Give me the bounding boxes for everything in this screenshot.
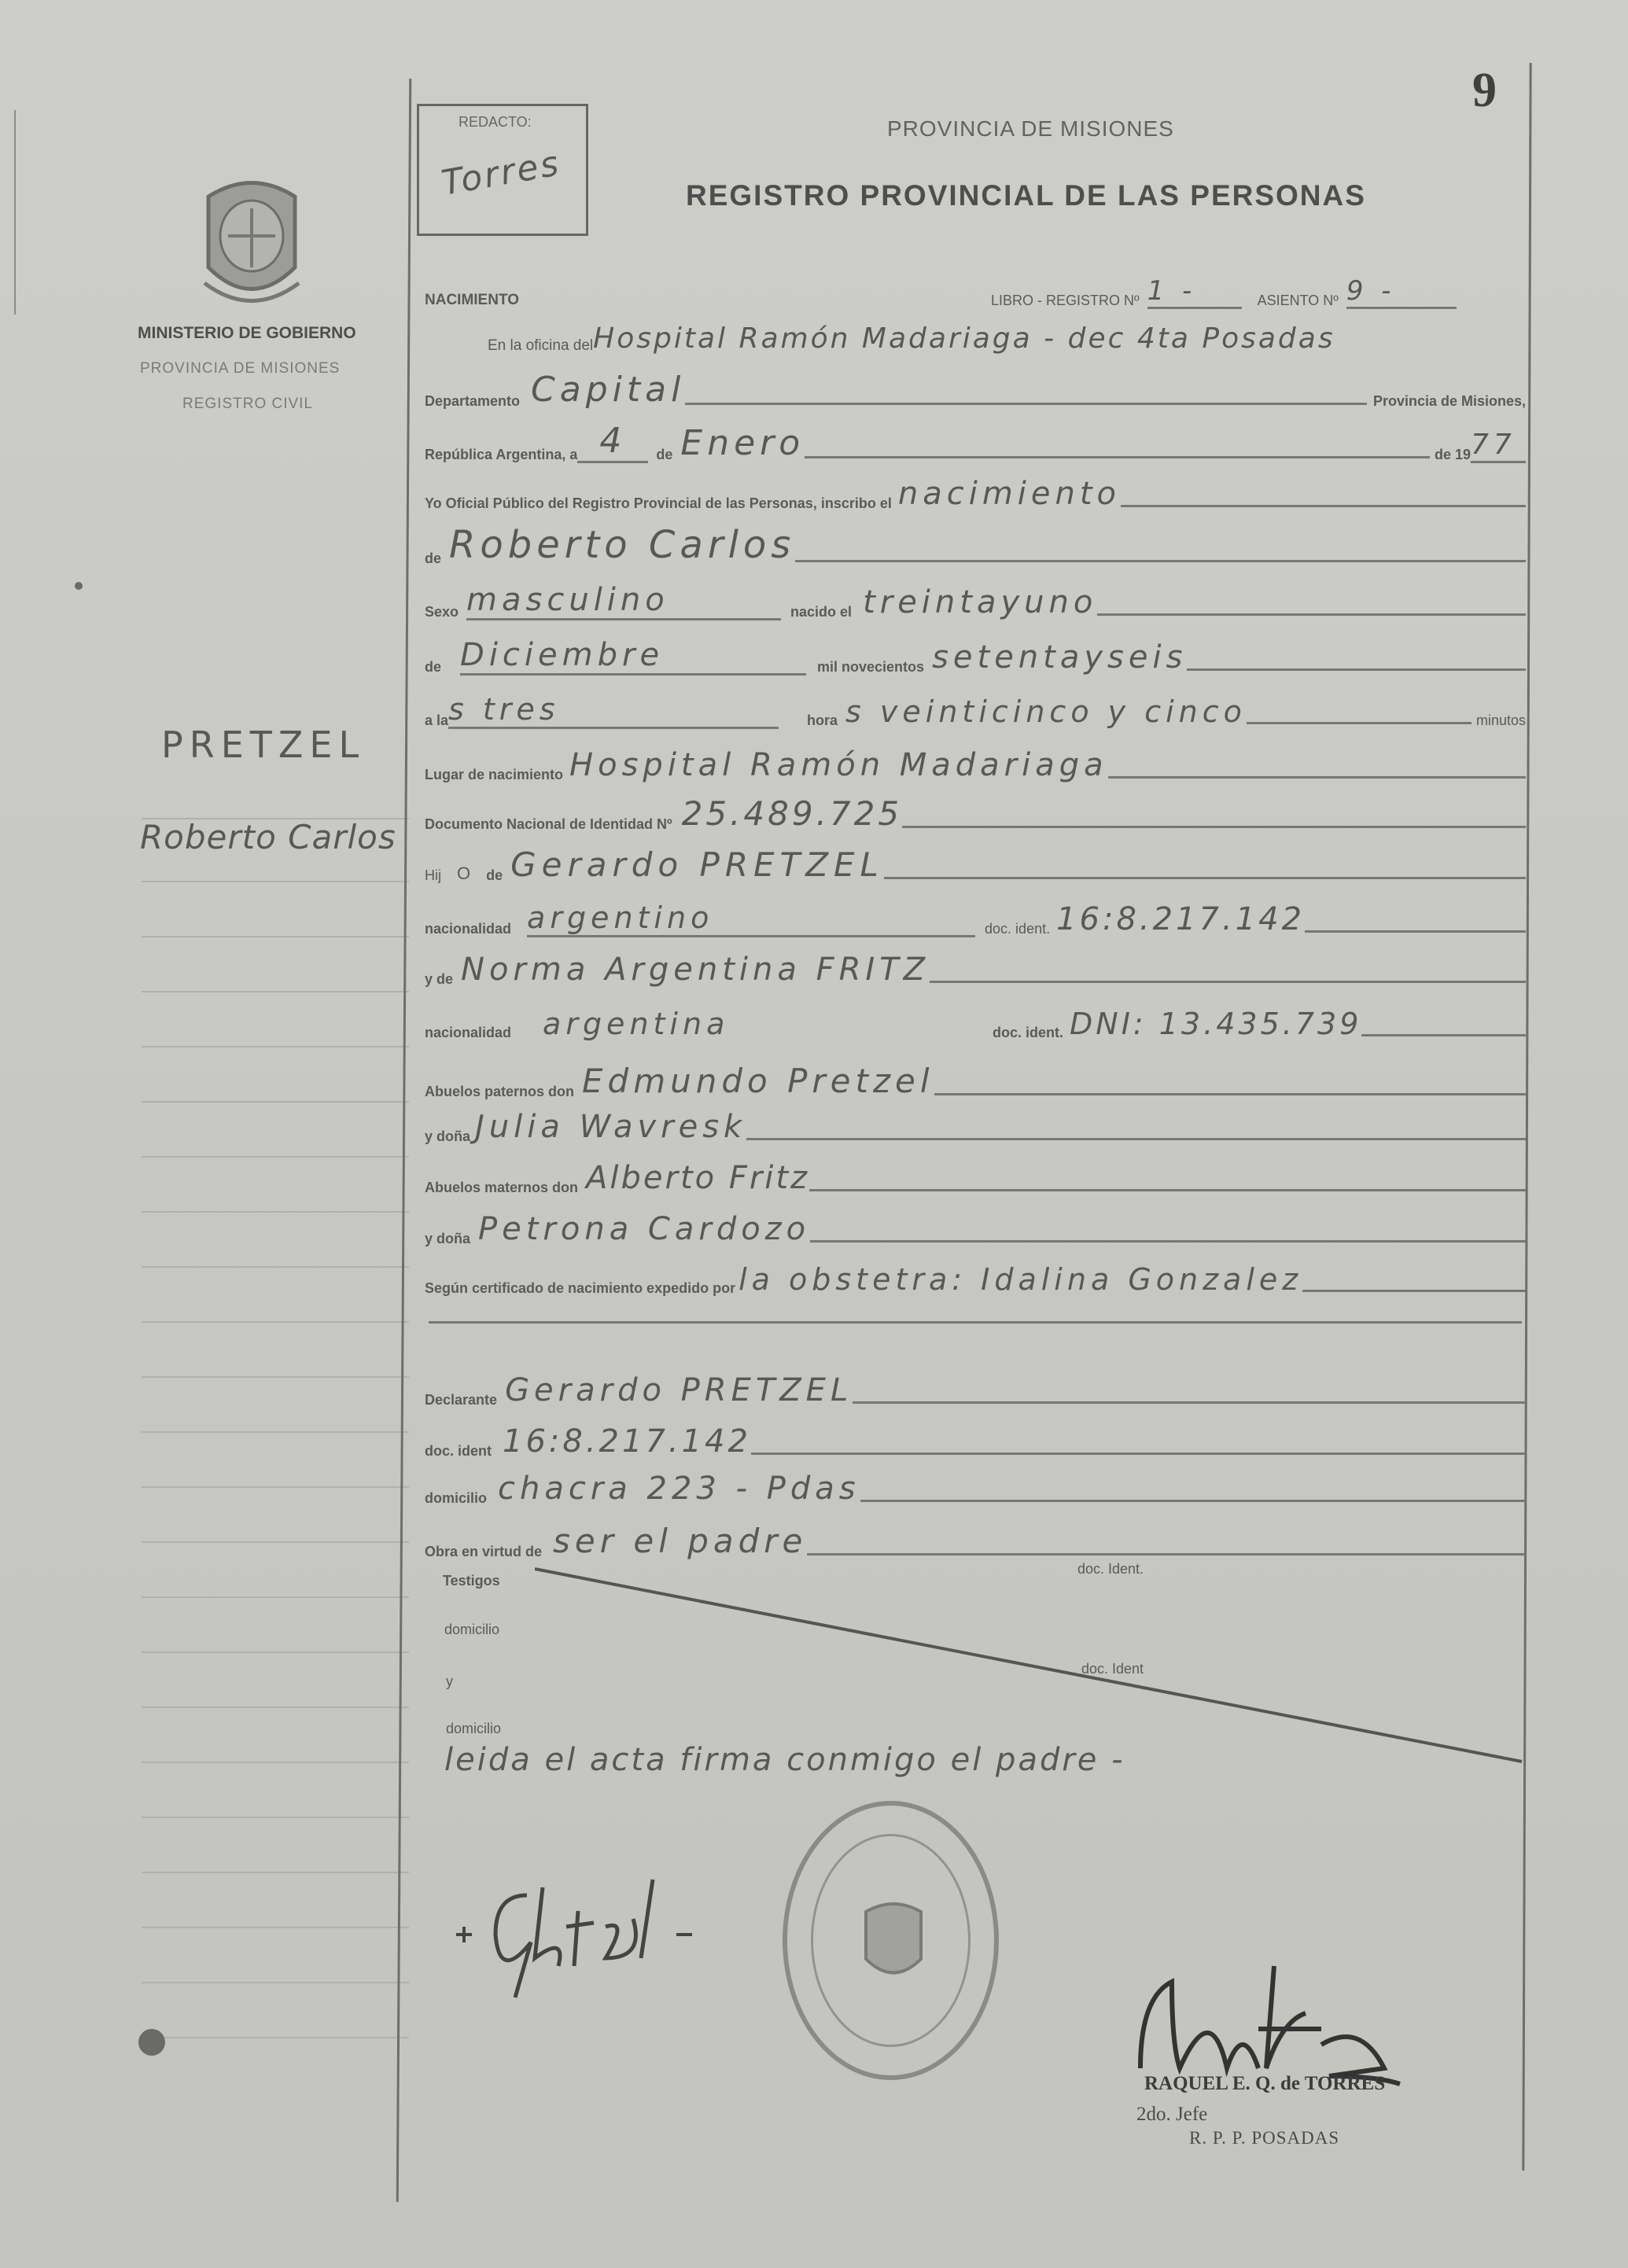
row-mes bbox=[425, 637, 1526, 676]
obra-label: Obra en virtud de bbox=[425, 1544, 543, 1559]
decl-doc-label: doc. ident bbox=[425, 1443, 492, 1459]
declarante-value: Gerardo PRETZEL bbox=[505, 1372, 853, 1408]
libro-label: LIBRO - REGISTRO Nº bbox=[990, 293, 1140, 308]
ab-pat-label: Abuelos paternos don bbox=[425, 1084, 575, 1099]
ab-pat-dona-label: y doña bbox=[425, 1128, 471, 1144]
a-las-value: s tres bbox=[448, 692, 779, 729]
year-value: 77 bbox=[1471, 429, 1526, 463]
nac2-value: argentina bbox=[543, 1007, 730, 1041]
minutos-label: minutos bbox=[1475, 712, 1526, 728]
de-label: de bbox=[656, 447, 673, 462]
row-ab-mat bbox=[425, 1160, 1526, 1196]
closing-text: leida el acta firma conmigo el padre - bbox=[444, 1742, 1125, 1778]
mes-value: Diciembre bbox=[460, 637, 806, 676]
margin-surname: PRETZEL bbox=[161, 723, 366, 766]
ab-mat-dona-label: y doña bbox=[425, 1231, 471, 1246]
row-oficina bbox=[425, 322, 1522, 355]
test-doc-label: doc. Ident. bbox=[1077, 1561, 1144, 1577]
a-las-label: a la bbox=[425, 712, 449, 728]
registry-title: REGISTRO PROVINCIAL DE LAS PERSONAS bbox=[686, 179, 1366, 212]
doc1-value: 16:8.217.142 bbox=[1056, 901, 1306, 937]
persona-value: Roberto Carlos bbox=[449, 523, 796, 567]
row-domicilio bbox=[425, 1471, 1526, 1507]
month-value: Enero bbox=[680, 423, 805, 463]
y-de-label: y de bbox=[425, 971, 454, 987]
doc2-label: doc. ident. bbox=[993, 1025, 1064, 1040]
ministry-line3: REGISTRO CIVIL bbox=[182, 396, 314, 412]
row-persona bbox=[425, 523, 1526, 567]
de-mes-label: de bbox=[425, 659, 442, 675]
row-nac2 bbox=[425, 1007, 1526, 1041]
row-libro bbox=[425, 275, 1518, 309]
far-left-edge bbox=[14, 110, 16, 315]
hora-value: s veinticinco y cinco bbox=[845, 694, 1247, 729]
redacto-label: REDACTO: bbox=[459, 114, 532, 130]
ministry-line2: PROVINCIA DE MISIONES bbox=[140, 360, 341, 377]
row-oficial bbox=[425, 476, 1526, 512]
lugar-label: Lugar de nacimiento bbox=[425, 767, 564, 782]
obra-value: ser el padre bbox=[553, 1522, 808, 1560]
doc2-value: DNI: 13.435.739 bbox=[1070, 1007, 1362, 1041]
asiento-value: 9 - bbox=[1346, 275, 1457, 309]
ab-mat-dona-value: Petrona Cardozo bbox=[478, 1211, 811, 1247]
row-departamento bbox=[425, 370, 1526, 410]
padre-value: Gerardo PRETZEL bbox=[510, 845, 884, 884]
testigos-label: Testigos bbox=[443, 1573, 500, 1589]
row-fecha bbox=[425, 421, 1526, 463]
province-heading: PROVINCIA DE MISIONES bbox=[887, 116, 1174, 141]
nac1-value: argentino bbox=[527, 900, 975, 937]
row-declarante bbox=[425, 1372, 1526, 1408]
sexo-value: masculino bbox=[466, 582, 781, 620]
row-certificado bbox=[425, 1262, 1526, 1297]
row-hijo bbox=[425, 845, 1526, 884]
nac2-label: nacionalidad bbox=[425, 1025, 512, 1040]
oficial-value: nacimiento bbox=[897, 476, 1122, 512]
ministry-line1: MINISTERIO DE GOBIERNO bbox=[138, 324, 356, 342]
test-doc2-label: doc. Ident bbox=[1081, 1661, 1144, 1677]
lugar-value: Hospital Ramón Madariaga bbox=[569, 747, 1108, 783]
row-hora bbox=[425, 692, 1526, 729]
hijo-label: Hij bbox=[425, 867, 441, 883]
margin-given-names: Roberto Carlos bbox=[140, 818, 396, 856]
official-office: R. P. P. POSADAS bbox=[1189, 2128, 1340, 2148]
provincia-label: Provincia de Misiones, bbox=[1372, 393, 1526, 409]
mil-label: mil novecientos bbox=[817, 659, 925, 675]
official-title: 2do. Jefe bbox=[1136, 2104, 1208, 2125]
doc1-label: doc. ident. bbox=[985, 921, 1051, 937]
redacto-value: Torres bbox=[438, 143, 564, 204]
certificado-extra-line bbox=[429, 1321, 1522, 1324]
day-value: 4 bbox=[577, 421, 648, 463]
decl-doc-value: 16:8.217.142 bbox=[503, 1423, 751, 1460]
nacimiento-label: NACIMIENTO bbox=[425, 292, 519, 308]
hijo-de-label: de bbox=[486, 867, 503, 883]
certificado-label: Según certificado de nacimiento expedido por bbox=[425, 1280, 736, 1296]
row-ab-mat-dona bbox=[425, 1211, 1526, 1247]
declarante-label: Declarante bbox=[425, 1392, 498, 1408]
testigos-strike-line bbox=[535, 1565, 1526, 1769]
de-persona-label: de bbox=[425, 550, 442, 566]
sexo-label: Sexo bbox=[425, 604, 459, 620]
official-name: RAQUEL E. Q. de TORRES bbox=[1144, 2073, 1386, 2094]
ab-pat-dona-value: Julia Wavresk bbox=[475, 1109, 747, 1145]
ink-speck bbox=[138, 2029, 165, 2056]
departamento-value: Capital bbox=[531, 370, 686, 410]
nacido-label: nacido el bbox=[790, 604, 853, 620]
row-obra bbox=[425, 1522, 1526, 1560]
test-dom2-label: domicilio bbox=[446, 1721, 502, 1736]
row-ab-pat-dona bbox=[425, 1109, 1526, 1145]
official-seal bbox=[783, 1801, 999, 2080]
certificado-value: la obstetra: Idalina Gonzalez bbox=[738, 1262, 1303, 1297]
hijo-suffix: O bbox=[457, 863, 471, 883]
year-label: de 19 bbox=[1434, 447, 1471, 462]
oficina-label: En la oficina del bbox=[488, 337, 594, 354]
ab-pat-value: Edmundo Pretzel bbox=[582, 1062, 934, 1100]
domicilio-value: chacra 223 - Pdas bbox=[498, 1471, 860, 1507]
mil-value: setentayseis bbox=[932, 639, 1188, 676]
row-madre bbox=[425, 952, 1526, 988]
row-ab-pat bbox=[425, 1062, 1526, 1100]
madre-value: Norma Argentina FRITZ bbox=[461, 952, 930, 988]
departamento-label: Departamento bbox=[425, 393, 521, 409]
row-lugar bbox=[425, 747, 1526, 783]
redacto-box bbox=[417, 104, 588, 236]
oficina-value: Hospital Ramón Madariaga - dec 4ta Posadas bbox=[593, 322, 1335, 355]
ink-speck bbox=[75, 582, 83, 590]
y-label: y bbox=[446, 1673, 453, 1689]
nac1-label: nacionalidad bbox=[425, 921, 512, 937]
documento-label: Documento Nacional de Identidad Nº bbox=[425, 816, 672, 832]
ab-mat-value: Alberto Fritz bbox=[586, 1160, 810, 1196]
oficial-label: Yo Oficial Público del Registro Provincial de las Personas, inscribo el bbox=[425, 495, 892, 511]
declarant-signature-text bbox=[440, 1966, 444, 1967]
republica-label: República Argentina, a bbox=[425, 447, 578, 462]
province-emblem bbox=[193, 173, 311, 311]
hora-label: hora bbox=[807, 712, 838, 728]
row-decl-doc bbox=[425, 1423, 1526, 1460]
row-sexo bbox=[425, 582, 1526, 620]
libro-value: 1 - bbox=[1147, 275, 1242, 309]
documento-value: 25.489.725 bbox=[681, 794, 903, 833]
nacido-value: treintayuno bbox=[863, 584, 1098, 620]
ab-mat-label: Abuelos maternos don bbox=[425, 1180, 579, 1195]
asiento-label: ASIENTO Nº bbox=[1257, 293, 1339, 308]
declarant-signature bbox=[440, 1848, 724, 2013]
row-nac1 bbox=[425, 900, 1526, 937]
domicilio-label: domicilio bbox=[425, 1490, 488, 1506]
page-number: 9 bbox=[1472, 64, 1497, 117]
left-form-border bbox=[396, 79, 411, 2202]
row-documento bbox=[425, 794, 1526, 833]
test-dom-label: domicilio bbox=[444, 1622, 500, 1637]
